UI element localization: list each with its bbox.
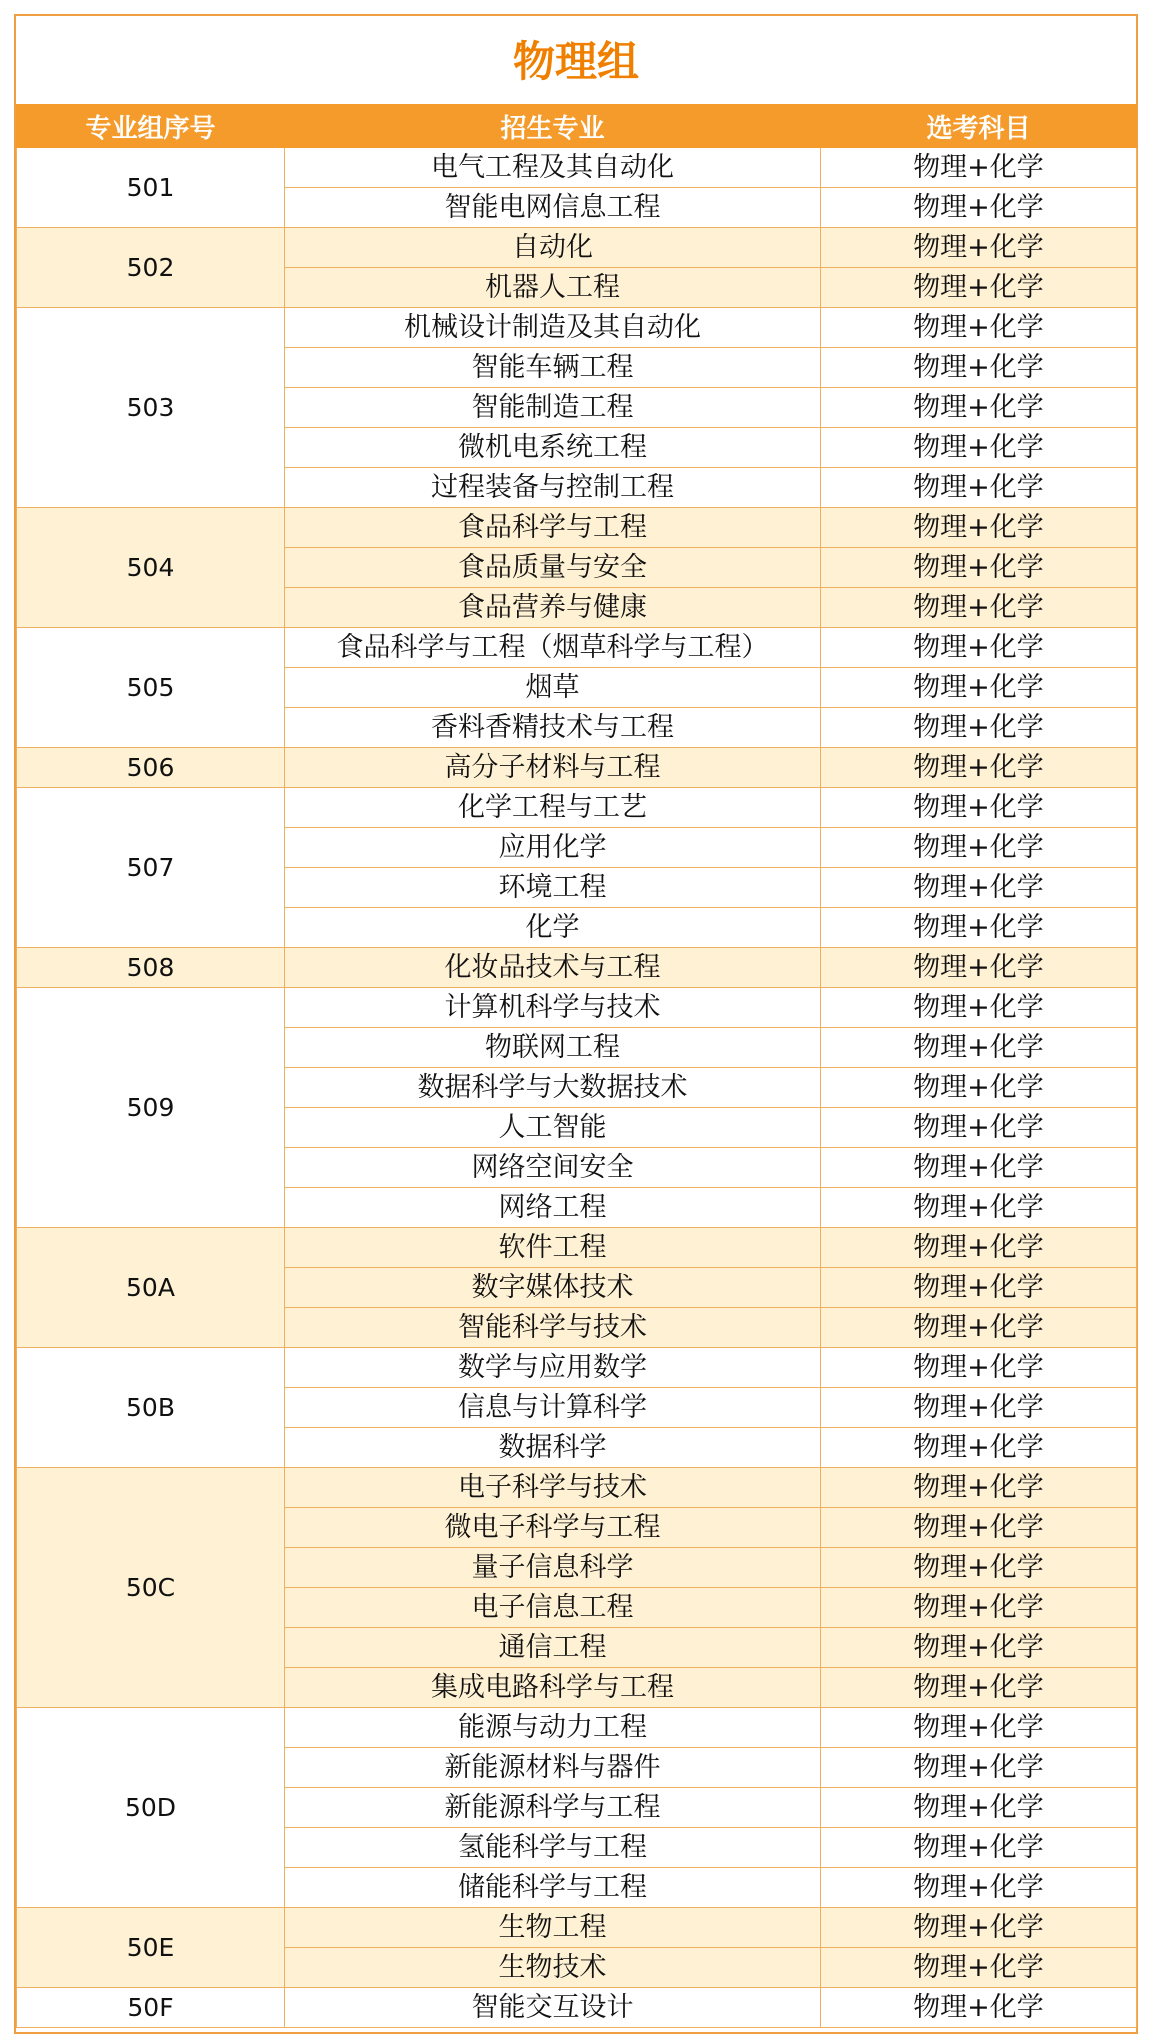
major-cell: 智能车辆工程 (285, 348, 821, 388)
major-cell: 高分子材料与工程 (285, 748, 821, 788)
subject-cell: 物理+化学 (821, 508, 1137, 548)
header-subjects: 选考科目 (821, 105, 1137, 148)
major-cell: 食品质量与安全 (285, 548, 821, 588)
subject-cell: 物理+化学 (821, 748, 1137, 788)
subject-cell: 物理+化学 (821, 908, 1137, 948)
header-major: 招生专业 (285, 105, 821, 148)
subject-cell: 物理+化学 (821, 1308, 1137, 1348)
group-number-cell: 503 (17, 308, 285, 508)
table-row (17, 788, 1137, 828)
subject-cell: 物理+化学 (821, 1788, 1137, 1828)
major-cell: 电子科学与技术 (285, 1468, 821, 1508)
subject-cell: 物理+化学 (821, 828, 1137, 868)
major-cell: 电子信息工程 (285, 1588, 821, 1628)
major-cell: 食品科学与工程（烟草科学与工程） (285, 628, 821, 668)
subject-cell: 物理+化学 (821, 1268, 1137, 1308)
group-number-cell: 505 (17, 628, 285, 748)
subject-cell: 物理+化学 (821, 1908, 1137, 1948)
table-row (17, 308, 1137, 348)
major-cell: 生物技术 (285, 1948, 821, 1988)
group-number-cell: 509 (17, 988, 285, 1228)
major-cell: 食品营养与健康 (285, 588, 821, 628)
group-number-cell: 50B (17, 1348, 285, 1468)
major-cell: 数据科学 (285, 1428, 821, 1468)
major-cell: 智能电网信息工程 (285, 188, 821, 228)
table-row (17, 148, 1137, 188)
subject-cell: 物理+化学 (821, 868, 1137, 908)
subject-cell: 物理+化学 (821, 268, 1137, 308)
subject-cell: 物理+化学 (821, 1068, 1137, 1108)
major-cell: 自动化 (285, 228, 821, 268)
subject-cell: 物理+化学 (821, 468, 1137, 508)
subject-cell: 物理+化学 (821, 388, 1137, 428)
table-row (17, 1228, 1137, 1268)
major-cell: 智能科学与技术 (285, 1308, 821, 1348)
group-number-cell: 50F (17, 1988, 285, 2028)
group-number-cell: 50C (17, 1468, 285, 1708)
subject-cell: 物理+化学 (821, 1628, 1137, 1668)
table-row (17, 1468, 1137, 1508)
page-title: 物理组 (512, 37, 639, 86)
subject-cell: 物理+化学 (821, 1828, 1137, 1868)
major-cell: 电气工程及其自动化 (285, 148, 821, 188)
major-cell: 香料香精技术与工程 (285, 708, 821, 748)
table-row (17, 988, 1137, 1028)
major-cell: 软件工程 (285, 1228, 821, 1268)
group-number-cell: 502 (17, 228, 285, 308)
major-cell: 微电子科学与工程 (285, 1508, 821, 1548)
major-cell: 物联网工程 (285, 1028, 821, 1068)
major-cell: 计算机科学与技术 (285, 988, 821, 1028)
subject-cell: 物理+化学 (821, 1588, 1137, 1628)
table-row (17, 948, 1137, 988)
major-cell: 化妆品技术与工程 (285, 948, 821, 988)
major-cell: 环境工程 (285, 868, 821, 908)
table-body (17, 148, 1137, 2028)
subject-cell: 物理+化学 (821, 548, 1137, 588)
major-cell: 人工智能 (285, 1108, 821, 1148)
subject-cell: 物理+化学 (821, 788, 1137, 828)
major-cell: 新能源材料与器件 (285, 1748, 821, 1788)
subject-cell: 物理+化学 (821, 1028, 1137, 1068)
major-cell: 新能源科学与工程 (285, 1788, 821, 1828)
major-cell: 量子信息科学 (285, 1548, 821, 1588)
subject-cell: 物理+化学 (821, 308, 1137, 348)
major-cell: 过程装备与控制工程 (285, 468, 821, 508)
table-row (17, 228, 1137, 268)
subject-cell: 物理+化学 (821, 1668, 1137, 1708)
subject-cell: 物理+化学 (821, 1868, 1137, 1908)
subject-cell: 物理+化学 (821, 228, 1137, 268)
subject-cell: 物理+化学 (821, 1708, 1137, 1748)
header-group-number: 专业组序号 (17, 105, 285, 148)
major-cell: 氢能科学与工程 (285, 1828, 821, 1868)
group-number-cell: 50E (17, 1908, 285, 1988)
group-number-cell: 501 (17, 148, 285, 228)
major-cell: 能源与动力工程 (285, 1708, 821, 1748)
major-cell: 食品科学与工程 (285, 508, 821, 548)
major-cell: 烟草 (285, 668, 821, 708)
table-row (17, 1988, 1137, 2028)
table-row (17, 1708, 1137, 1748)
subject-cell: 物理+化学 (821, 1948, 1137, 1988)
subject-cell: 物理+化学 (821, 1108, 1137, 1148)
majors-table (16, 104, 1137, 2028)
major-cell: 网络工程 (285, 1188, 821, 1228)
subject-cell: 物理+化学 (821, 1508, 1137, 1548)
table-row (17, 628, 1137, 668)
major-cell: 网络空间安全 (285, 1148, 821, 1188)
subject-cell: 物理+化学 (821, 1548, 1137, 1588)
major-cell: 数据科学与大数据技术 (285, 1068, 821, 1108)
group-number-cell: 50A (17, 1228, 285, 1348)
major-cell: 储能科学与工程 (285, 1868, 821, 1908)
major-cell: 应用化学 (285, 828, 821, 868)
major-cell: 智能交互设计 (285, 1988, 821, 2028)
table-row (17, 748, 1137, 788)
subject-cell: 物理+化学 (821, 948, 1137, 988)
subject-cell: 物理+化学 (821, 1748, 1137, 1788)
group-number-cell: 506 (17, 748, 285, 788)
major-cell: 微机电系统工程 (285, 428, 821, 468)
subject-cell: 物理+化学 (821, 1468, 1137, 1508)
subject-cell: 物理+化学 (821, 148, 1137, 188)
group-number-cell: 50D (17, 1708, 285, 1908)
major-cell: 机器人工程 (285, 268, 821, 308)
subject-cell: 物理+化学 (821, 588, 1137, 628)
table-row (17, 1908, 1137, 1948)
table-row (17, 508, 1137, 548)
group-number-cell: 504 (17, 508, 285, 628)
subject-cell: 物理+化学 (821, 348, 1137, 388)
group-number-cell: 508 (17, 948, 285, 988)
group-number-cell: 507 (17, 788, 285, 948)
subject-cell: 物理+化学 (821, 628, 1137, 668)
subject-cell: 物理+化学 (821, 708, 1137, 748)
major-cell: 数学与应用数学 (285, 1348, 821, 1388)
subject-cell: 物理+化学 (821, 1228, 1137, 1268)
subject-cell: 物理+化学 (821, 1428, 1137, 1468)
major-cell: 信息与计算科学 (285, 1388, 821, 1428)
major-cell: 生物工程 (285, 1908, 821, 1948)
subject-cell: 物理+化学 (821, 428, 1137, 468)
subject-cell: 物理+化学 (821, 1148, 1137, 1188)
major-cell: 化学工程与工艺 (285, 788, 821, 828)
subject-cell: 物理+化学 (821, 1988, 1137, 2028)
major-cell: 通信工程 (285, 1628, 821, 1668)
subject-cell: 物理+化学 (821, 1388, 1137, 1428)
major-cell: 机械设计制造及其自动化 (285, 308, 821, 348)
subject-cell: 物理+化学 (821, 1348, 1137, 1388)
subject-cell: 物理+化学 (821, 188, 1137, 228)
major-cell: 化学 (285, 908, 821, 948)
subject-cell: 物理+化学 (821, 668, 1137, 708)
major-cell: 智能制造工程 (285, 388, 821, 428)
subject-cell: 物理+化学 (821, 988, 1137, 1028)
subject-cell: 物理+化学 (821, 1188, 1137, 1228)
major-cell: 数字媒体技术 (285, 1268, 821, 1308)
table-header-row (17, 105, 1137, 148)
table-row (17, 1348, 1137, 1388)
major-cell: 集成电路科学与工程 (285, 1668, 821, 1708)
